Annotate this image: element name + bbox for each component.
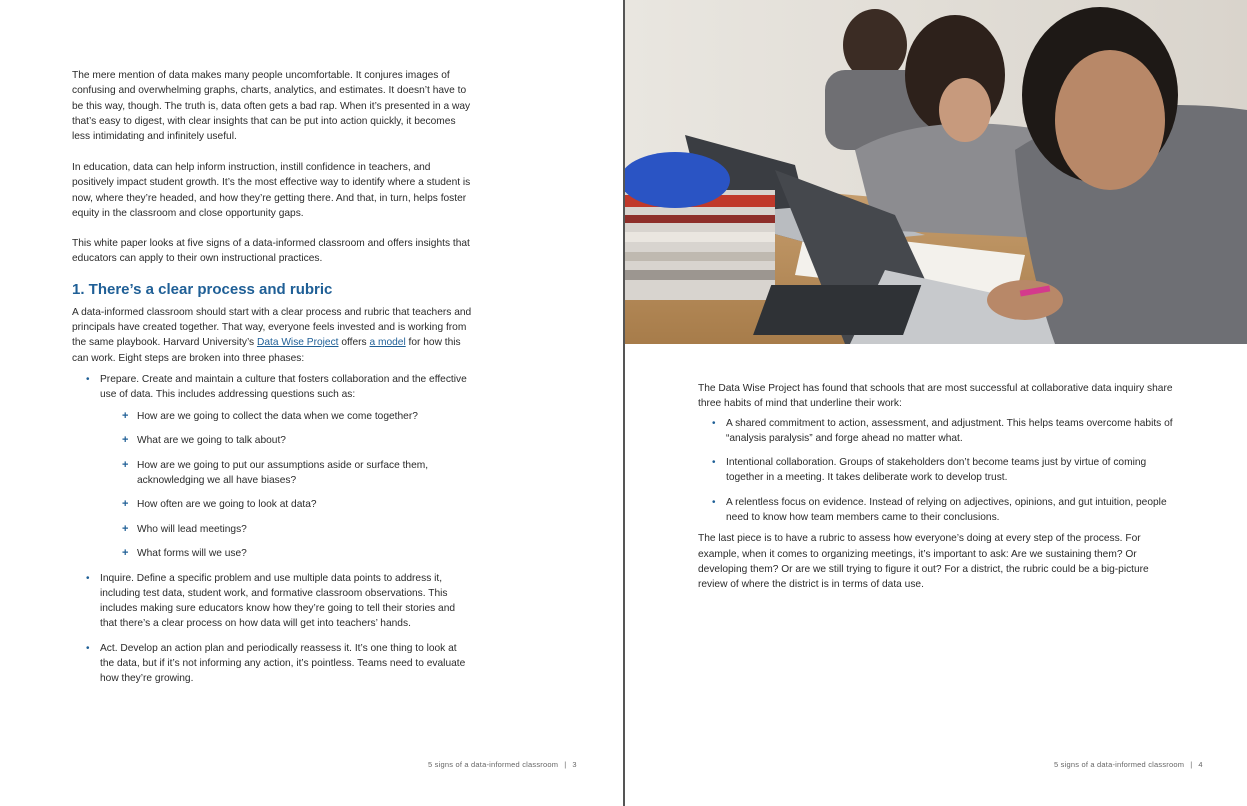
habit-text: A shared commitment to action, assessment, and adjustment. This helps teams overcome habits of “analysis paralysis” and forge ahead no matter what. xyxy=(726,417,1173,444)
classroom-photo xyxy=(625,0,1247,344)
section-intro-text-1: A data-informed classroom should start with a clear process and rubric that teachers and principals have created together. That way, everyone feels invested and is working from the same playbook. Harvard University’s xyxy=(72,306,472,349)
questions-list xyxy=(100,409,472,562)
question-item xyxy=(100,522,472,537)
page-number: 3 xyxy=(572,760,577,769)
phase-text: Inquire. Define a specific problem and use multiple data points to address it, including test data, student work, and formative classroom observations. This includes making sure educators know how they’re going to tell their stories and that there’s a clear process on how data will get into teachers’ hands. xyxy=(100,572,456,630)
left-page-content xyxy=(72,68,472,696)
phase-item-inquire xyxy=(72,571,472,632)
bullet-icon: • xyxy=(86,373,90,385)
question-item xyxy=(100,433,472,448)
right-page-content xyxy=(698,381,1178,593)
question-text: Who will lead meetings? xyxy=(137,523,247,535)
footer-title: 5 signs of a data-informed classroom xyxy=(428,760,559,769)
page-number: 4 xyxy=(1198,760,1203,769)
plus-icon: + xyxy=(122,547,129,560)
phase-item-act xyxy=(72,641,472,687)
closing-paragraph: The last piece is to have a rubric to assess how everyone’s doing at every step of the process. For example, when it comes to organizing meetings, it’s important to ask: Are we sustaining them? Or developing them? Or are we still trying to figure it out? For a district, the rubric could be a big-picture review of where the district is in terms of data use. xyxy=(698,533,1149,591)
phase-item-prepare xyxy=(72,372,472,562)
habits-list xyxy=(698,416,1178,526)
plus-icon: + xyxy=(122,458,129,471)
section-intro-text-3: for how this can work. Eight steps are broken into three phases: xyxy=(72,337,461,364)
plus-icon: + xyxy=(122,522,129,535)
question-item xyxy=(100,458,472,489)
intro-paragraph-1: The mere mention of data makes many people uncomfortable. It conjures images of confusing and overwhelming graphs, charts, analytics, and estimates. It doesn’t have to be this way, though. The truth is, data often gets a bad rap. When it’s presented in a way that’s easy to digest, with clear insights that can be put into action quickly, it becomes less intimidating and infinitely useful. xyxy=(72,70,471,143)
section-intro-text-2: offers xyxy=(338,337,370,349)
plus-icon: + xyxy=(122,434,129,447)
footer-separator: | xyxy=(1190,760,1193,769)
bullet-icon: • xyxy=(86,572,90,584)
habit-text: A relentless focus on evidence. Instead of relying on adjectives, opinions, and gut intuition, people need to know how team members came to their conclusions. xyxy=(726,496,1167,524)
phase-text: Prepare. Create and maintain a culture that fosters collaboration and the effective use of data. This includes addressing questions such as: xyxy=(100,373,467,401)
phases-list xyxy=(72,372,472,687)
bullet-icon: • xyxy=(712,417,716,429)
habit-text: Intentional collaboration. Groups of stakeholders don’t become teams just by virtue of coming together in a meeting. It takes deliberate work to develop trust. xyxy=(726,457,1147,484)
footer-title: 5 signs of a data-informed classroom xyxy=(1054,760,1185,769)
bullet-icon: • xyxy=(712,496,716,508)
question-text: What forms will we use? xyxy=(137,548,247,560)
question-item xyxy=(100,546,472,561)
question-text: How are we going to put our assumptions aside or surface them, acknowledging we all have biases? xyxy=(137,459,429,486)
section-intro xyxy=(72,305,472,366)
intro-paragraph-2: In education, data can help inform instruction, instill confidence in teachers, and positively impact student growth. It’s the most effective way to identify where a student is now, where they’re headed, and how they’re getting there. And that, in turn, helps foster equity in the classroom and close opportunity gaps. xyxy=(72,161,471,219)
bullet-icon: • xyxy=(712,457,716,469)
question-item xyxy=(100,497,472,512)
a-model-link[interactable]: a model xyxy=(369,337,406,349)
habit-item xyxy=(698,416,1178,447)
plus-icon: + xyxy=(122,498,129,511)
left-page xyxy=(0,0,623,806)
question-item xyxy=(100,409,472,424)
data-wise-project-link[interactable]: Data Wise Project xyxy=(256,337,339,349)
section-heading: 1. There’s a clear process and rubric xyxy=(72,280,333,298)
question-text: How often are we going to look at data? xyxy=(137,499,317,511)
page-footer-left xyxy=(428,760,577,769)
plus-icon: + xyxy=(122,409,129,422)
page-footer-right xyxy=(1054,760,1203,769)
intro-paragraph-3: This white paper looks at five signs of a data-informed classroom and offers insights that educators can apply to their own instructional practices. xyxy=(72,238,470,265)
footer-separator: | xyxy=(564,760,567,769)
habit-item xyxy=(698,455,1178,486)
phase-text: Act. Develop an action plan and periodically reassess it. It’s one thing to look at the data, but if it’s not informing any action, it’s pointless. Teams need to evaluate how they’re growing. xyxy=(100,642,466,685)
question-text: How are we going to collect the data when we come together? xyxy=(137,410,418,422)
habit-item xyxy=(698,495,1178,526)
right-intro-paragraph: The Data Wise Project has found that schools that are most successful at collaborative data inquiry share three habits of mind that underline their work: xyxy=(698,383,1173,410)
right-page xyxy=(625,0,1247,806)
question-text: What are we going to talk about? xyxy=(137,435,286,447)
bullet-icon: • xyxy=(86,642,90,654)
